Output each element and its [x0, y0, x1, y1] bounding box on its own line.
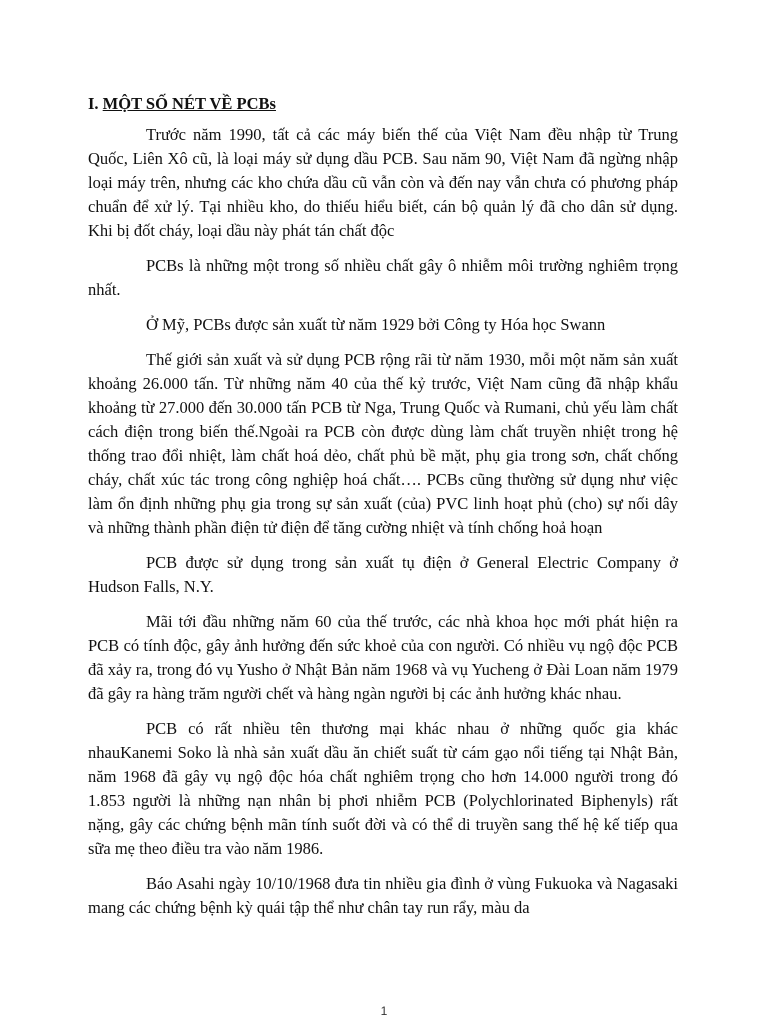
paragraph: Ở Mỹ, PCBs được sản xuất từ năm 1929 bởi Công ty Hóa học Swann	[146, 315, 606, 334]
paragraph: Thế giới sản xuất và sử dụng PCB rộng rãi từ năm 1930, mỗi một năm sản xuất khoảng 26.000 tấn. Từ những năm 40 của thế kỷ trước, Việt Nam cũng đã nhập khẩu khoảng từ 27.000 đến 30.000 tấn PCB từ Nga, Trung Quốc và Rumani, chủ yếu làm chất cách điện trong biến thế.Ngoài ra PCB còn được dùng làm chất truyền nhiệt trong hệ thống trao đổi nhiệt, làm chất hoá dẻo, chất phủ bề mặt, phụ gia trong sơn, chất chống cháy, chất xúc tác trong công nghiệp hoá chất…. PCBs cũng thường sử dụng như việc làm ổn định những phụ gia trong sự sản xuất (của) PVC linh hoạt phủ (cho) sự nối dây và những thành phần điện tử điện để tăng cường nhiệt và tính chống hoả hoạn	[88, 350, 678, 537]
paragraph: PCB được sử dụng trong sản xuất tụ điện ở General Electric Company ở Hudson Falls, N.Y.	[88, 553, 678, 596]
page-number: 1	[380, 1004, 388, 1018]
section-heading	[88, 92, 678, 116]
section-heading-prefix: I.	[88, 94, 103, 113]
paragraph: PCB có rất nhiều tên thương mại khác nhau ở những quốc gia khác nhauKanemi Soko là nhà sản xuất dầu ăn chiết suất từ cám gạo nổi tiếng tại Nhật Bản, năm 1968 đã gây vụ ngộ độc hóa chất nghiêm trọng cho hơn 14.000 người trong đó 1.853 người là những nạn nhân bị phơi nhiễm PCB (Polychlorinated Biphenyls) rất nặng, gây các chứng bệnh mãn tính suốt đời và có thể di truyền sang thế hệ kế tiếp qua sữa mẹ theo điều tra vào năm 1986.	[88, 719, 678, 858]
paragraph: Mãi tới đầu những năm 60 của thế trước, các nhà khoa học mới phát hiện ra PCB có tính độc, gây ảnh hưởng đến sức khoẻ của con người. Có nhiều vụ ngộ độc PCB đã xảy ra, trong đó vụ Yusho ở Nhật Bản năm 1968 và vụ Yucheng ở Đài Loan năm 1979 đã gây ra hàng trăm người chết và hàng ngàn người bị các ảnh hưởng khác nhau.	[88, 612, 678, 703]
paragraph: Trước năm 1990, tất cả các máy biến thế của Việt Nam đều nhập từ Trung Quốc, Liên Xô cũ, là loại máy sử dụng dầu PCB. Sau năm 90, Việt Nam đã ngừng nhập loại máy trên, nhưng các kho chứa dầu cũ vẫn còn và đến nay vẫn chưa có phương pháp chuẩn để xử lý. Tại nhiều kho, do thiếu hiểu biết, cán bộ quản lý đã cho dân sử dụng. Khi bị đốt cháy, loại dầu này phát tán chất độc	[88, 125, 678, 240]
document-body	[88, 92, 678, 931]
section-heading-title: MỘT SỐ NÉT VỀ PCBs	[102, 94, 276, 113]
paragraph: Báo Asahi ngày 10/10/1968 đưa tin nhiều gia đình ở vùng Fukuoka và Nagasaki mang các chứng bệnh kỳ quái tập thể như chân tay run rẩy, màu da	[88, 874, 678, 917]
paragraph: PCBs là những một trong số nhiều chất gây ô nhiễm môi trường nghiêm trọng nhất.	[88, 256, 678, 299]
